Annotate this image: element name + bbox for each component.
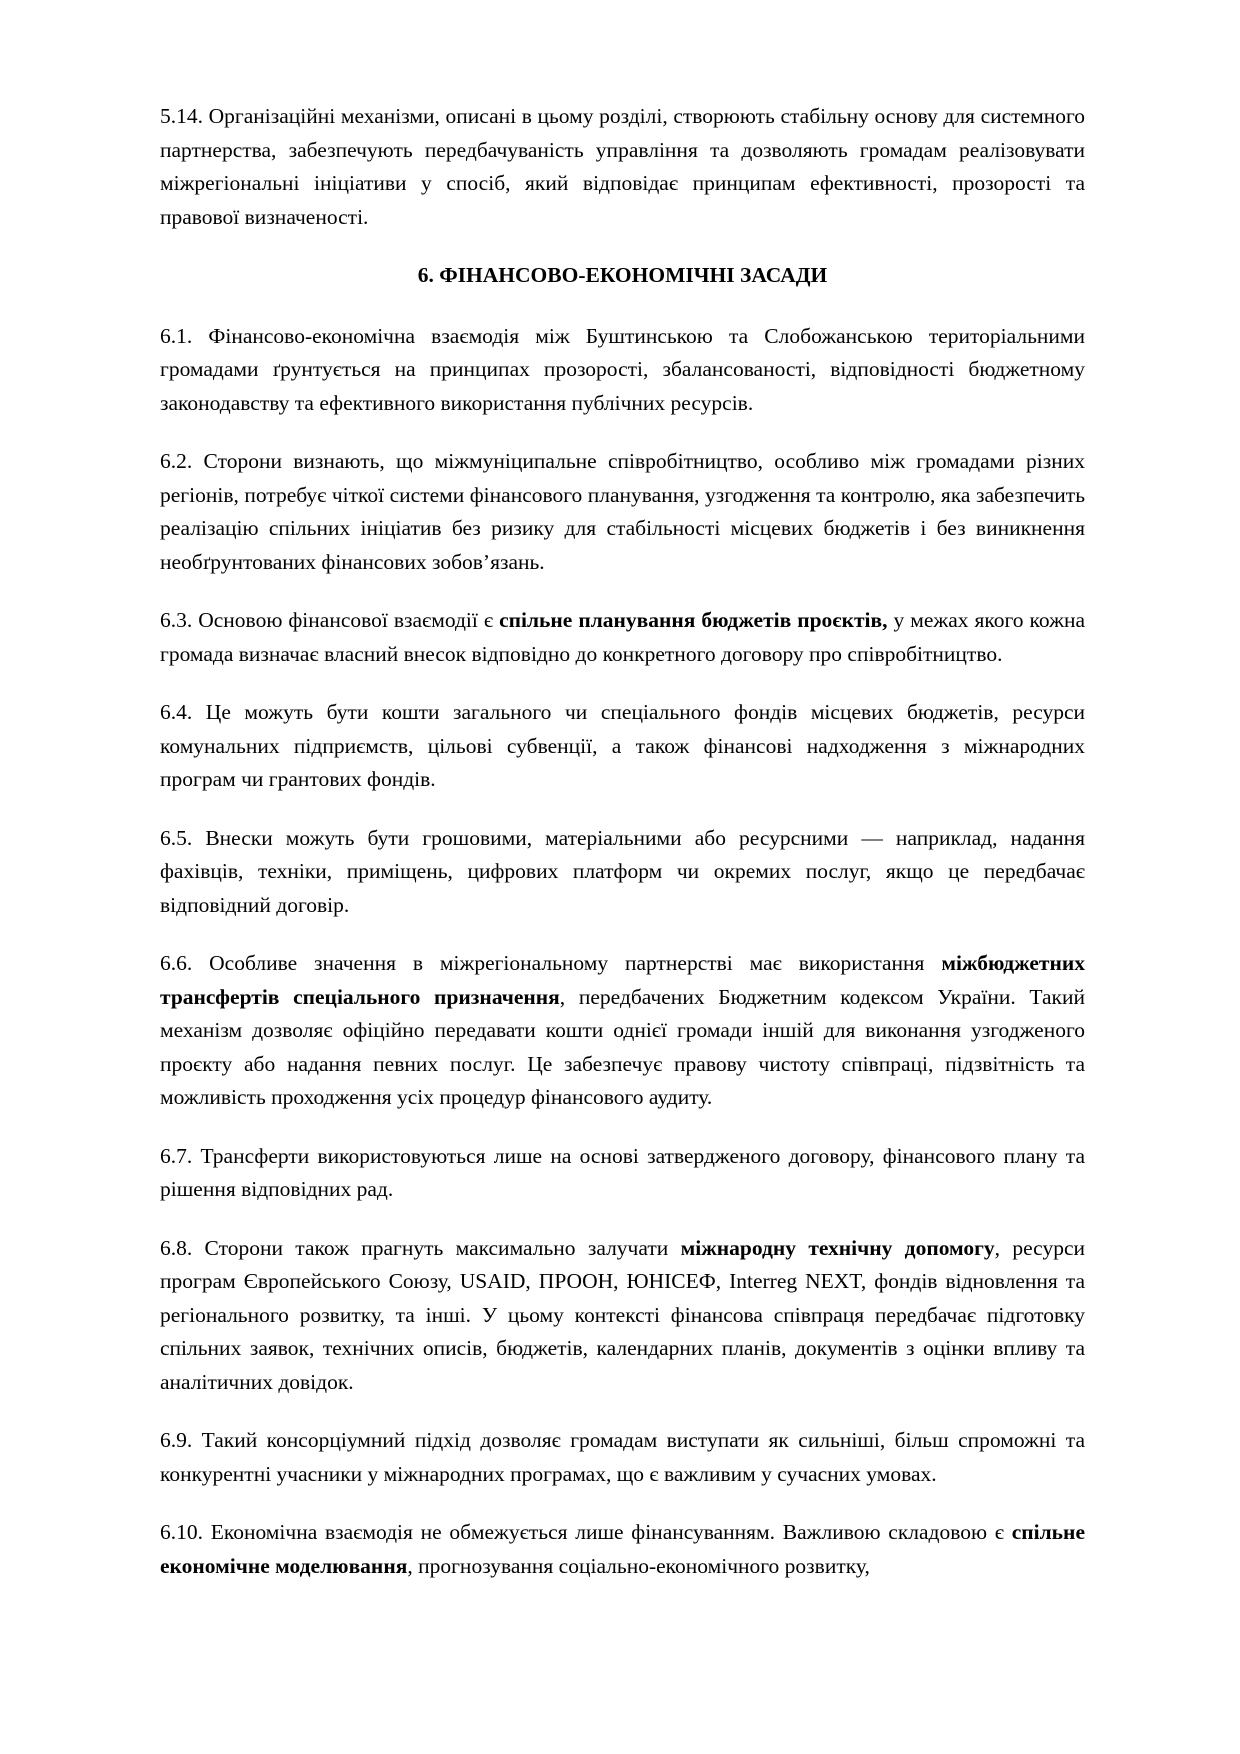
text-segment: , прогнозування соціально-економічного розвитку,: [407, 1553, 870, 1578]
paragraph: [160, 947, 1085, 1115]
paragraph: [160, 100, 1085, 234]
text-segment: 6.7. Трансферти використовуються лише на основі затвердженого договору, фінансового плану та рішення відповідних рад.: [160, 1143, 1085, 1201]
paragraph: [160, 604, 1085, 671]
paragraph: [160, 1232, 1085, 1400]
bold-text-segment: 6. ФІНАНСОВО-ЕКОНОМІЧНІ ЗАСАДИ: [417, 263, 828, 287]
paragraph: [160, 822, 1085, 923]
text-segment: 6.10. Економічна взаємодія не обмежується лише фінансуванням. Важливою складовою є: [160, 1520, 1012, 1544]
text-segment: 6.9. Такий консорціумний підхід дозволяє громадам виступати як сильніші, більш спроможні та конкурентні учасники у міжнародних програмах, що є важливим у сучасних умовах.: [160, 1428, 1085, 1486]
text-segment: 6.5. Внески можуть бути грошовими, матеріальними або ресурсними — наприклад, надання фахівців, техніки, приміщень, цифрових платформ чи окремих послуг, якщо це передбачає відповідний договір.: [160, 825, 1085, 917]
paragraph: [160, 320, 1085, 421]
bold-text-segment: міжбюджетних трансфертів спеціального призначення: [160, 951, 1085, 1009]
paragraph: [160, 1516, 1085, 1583]
text-segment: у межах якого кожна громада визначає власний внесок відповідно до конкретного договору про співробітництво.: [160, 608, 1085, 666]
paragraph: [160, 1424, 1085, 1491]
text-segment: 5.14. Організаційні механізми, описані в цьому розділі, створюють стабільну основу для системного партнерства, забезпечують передбачуваність управління та дозволяють громадам реалізовувати міжрегіональні ініціативи у спосіб, який відповідає принципам ефективності, прозорості та правової визначеності.: [160, 104, 1085, 229]
paragraph: [160, 696, 1085, 797]
text-segment: , передбачених Бюджетним кодексом України. Такий механізм дозволяє офіційно передавати кошти однієї громади іншій для виконання узгодженого проєкту або надання певних послуг. Це забезпечує правову чистоту співпраці, підзвітність та можливість проходження усіх процедур фінансового аудиту.: [160, 984, 1085, 1109]
text-segment: 6.2. Сторони визнають, що міжмуніципальне співробітництво, особливо між громадами різних регіонів, потребує чіткої системи фінансового планування, узгодження та контролю, яка забезпечить реалізацію спільних ініціатив без ризику для стабільності місцевих бюджетів і без виникнення необґрунтованих фінансових зобов’язань.: [160, 449, 1085, 574]
text-segment: 6.4. Це можуть бути кошти загального чи спеціального фондів місцевих бюджетів, ресурси комунальних підприємств, цільові субвенції, а також фінансові надходження з міжнародних програм чи грантових фондів.: [160, 700, 1085, 791]
bold-text-segment: спільне планування бюджетів проєктів,: [499, 608, 888, 632]
paragraph: [160, 1140, 1085, 1207]
text-segment: 6.1. Фінансово-економічна взаємодія між Буштинською та Слобожанською територіальними громадами ґрунтується на принципах прозорості, збалансованості, відповідності бюджетному законодавству та ефективного використання публічних ресурсів.: [160, 323, 1085, 415]
section-heading: [160, 259, 1085, 293]
bold-text-segment: спільне економічне моделювання: [160, 1520, 1085, 1578]
text-segment: 6.8. Сторони також прагнуть максимально залучати: [160, 1235, 681, 1260]
paragraph: [160, 445, 1085, 579]
text-segment: 6.3. Основою фінансової взаємодії є: [160, 608, 500, 632]
bold-text-segment: міжнародну технічну допомогу: [680, 1235, 995, 1260]
document-body: [160, 100, 1085, 1583]
text-segment: , ресурси програм Європейського Союзу, USAID, ПРООН, ЮНІСЕФ, Interreg NEXT, фондів відновлення та регіонального розвитку, та інші. У цьому контексті фінансова співпраця передбачає підготовку спільних заявок, технічних описів, бюджетів, календарних планів, документів з оцінки впливу та аналітичних довідок.: [160, 1235, 1085, 1394]
text-segment: 6.6. Особливе значення в міжрегіональному партнерстві має використання: [160, 951, 942, 975]
